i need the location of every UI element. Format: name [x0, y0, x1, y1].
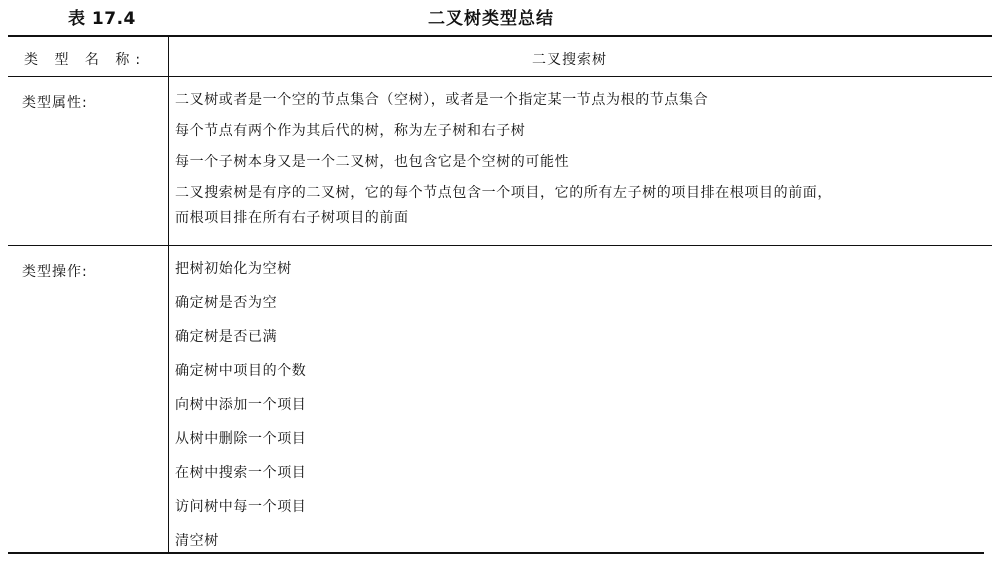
row-divider-properties: [8, 245, 992, 246]
property-line: 二叉树或者是一个空的节点集合（空树），或者是一个指定某一节点为根的节点集合: [175, 92, 709, 108]
table-title: 二叉树类型总结: [428, 9, 554, 29]
operation-line: 确定树是否为空: [175, 295, 278, 311]
type-properties-label: 类型属性:: [22, 95, 88, 111]
operation-line: 从树中删除一个项目: [175, 431, 307, 447]
operation-line: 确定树中项目的个数: [175, 363, 307, 379]
type-name-label: 类 型 名 称:: [24, 52, 147, 68]
type-name-value: 二叉搜索树: [532, 52, 607, 68]
operation-line: 确定树是否已满: [175, 329, 278, 345]
table-bottom-rule: [8, 552, 984, 554]
property-line: 二叉搜索树是有序的二叉树，它的每个节点包含一个项目，它的所有左子树的项目排在根项目的前面，: [175, 185, 832, 201]
operation-line: 把树初始化为空树: [175, 261, 292, 277]
operation-line: 访问树中每一个项目: [175, 499, 307, 515]
property-line: 每个节点有两个作为其后代的树，称为左子树和右子树: [175, 123, 526, 139]
operation-line: 在树中搜索一个项目: [175, 465, 307, 481]
type-properties-list: [175, 88, 832, 237]
column-divider: [168, 37, 169, 553]
property-line: 每一个子树本身又是一个二叉树，也包含它是个空树的可能性: [175, 154, 570, 170]
operation-line: 向树中添加一个项目: [175, 397, 307, 413]
row-divider-name: [8, 76, 992, 77]
operation-line: 清空树: [175, 533, 219, 549]
type-operations-label: 类型操作:: [22, 264, 88, 280]
type-operations-list: [175, 257, 306, 563]
property-line: 而根项目排在所有右子树项目的前面: [175, 210, 409, 226]
table-top-rule: [8, 35, 992, 37]
table-number: 表 17.4: [68, 9, 136, 29]
